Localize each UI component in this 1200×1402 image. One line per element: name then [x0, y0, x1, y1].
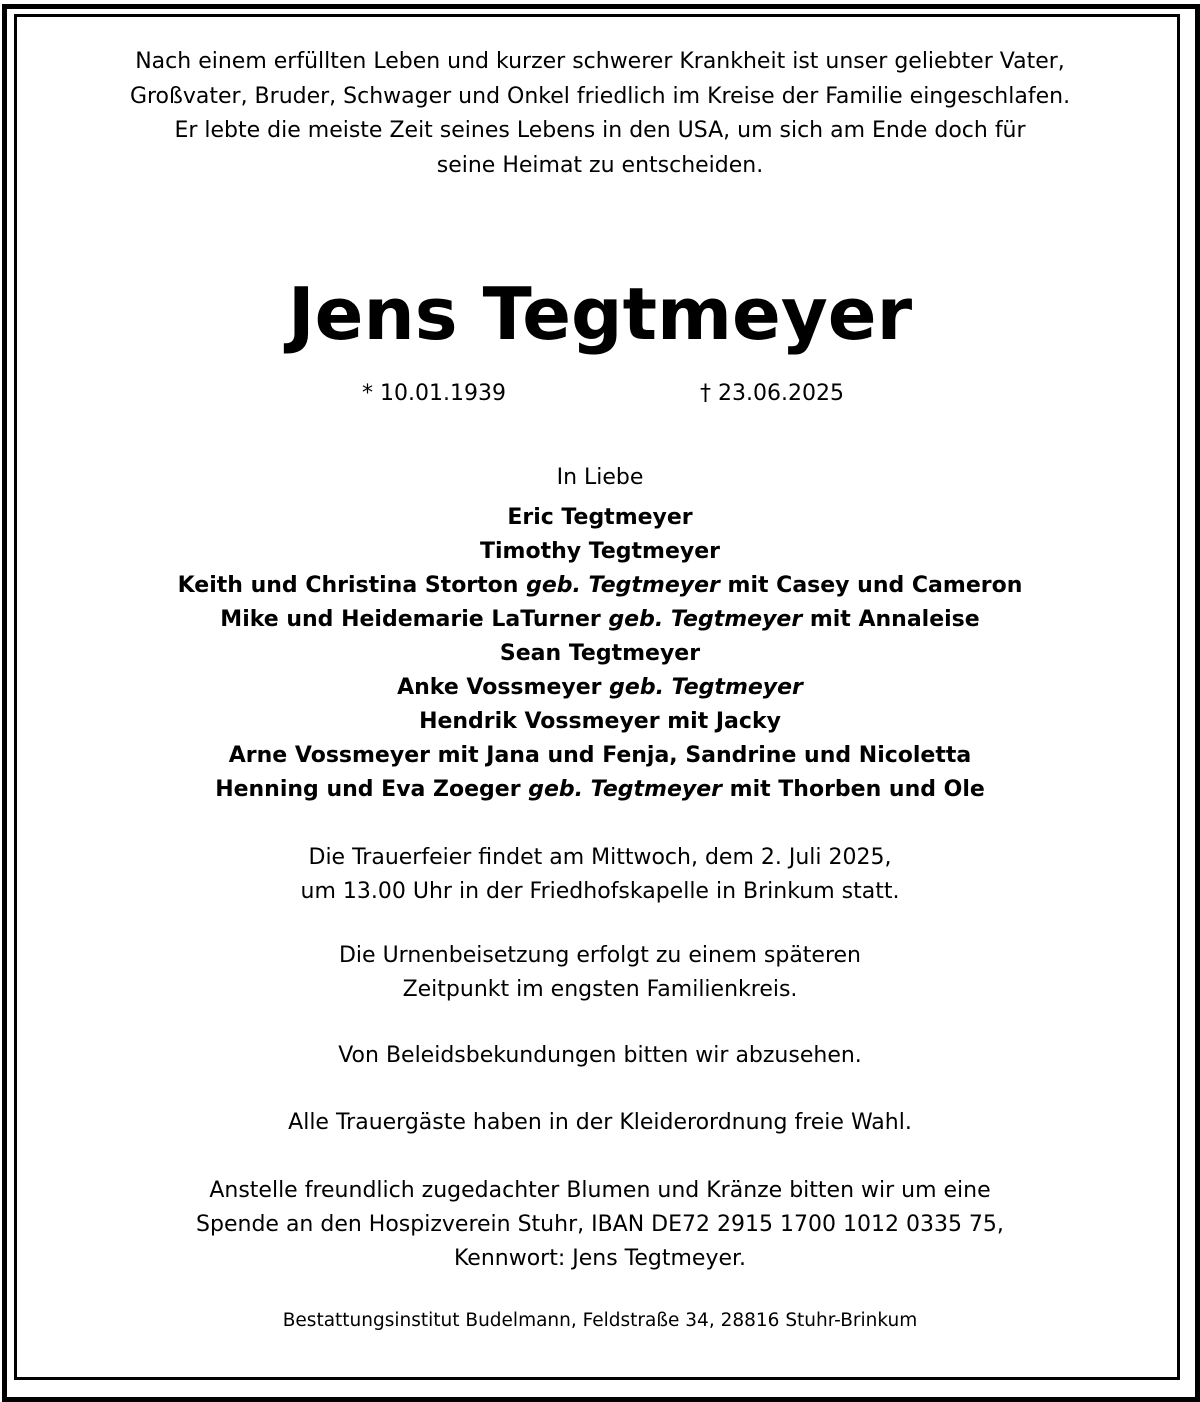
- intro-line: Er lebte die meiste Zeit seines Lebens in den USA, um sich am Ende doch für: [174, 118, 1026, 143]
- donation-info: Anstelle freundlich zugedachter Blumen und Kränze bitten wir um eine Spende an den Hospizverein Stuhr, IBAN DE72 2915 1700 1012 0335 75, Kennwort: Jens Tegtmeyer.: [196, 1178, 1004, 1271]
- in-love-heading: In Liebe: [556, 465, 644, 490]
- funeral-info: Die Trauerfeier findet am Mittwoch, dem 2. Juli 2025, um 13.00 Uhr in der Friedhofskapelle in Brinkum statt.: [300, 845, 900, 904]
- family-member: Timothy Tegtmeyer: [480, 539, 720, 564]
- intro-line: seine Heimat zu entscheiden.: [436, 152, 764, 178]
- family-member: Arne Vossmeyer mit Jana und Fenja, Sandrine und Nicoletta: [228, 743, 972, 768]
- urn-info: Die Urnenbeisetzung erfolgt zu einem späteren Zeitpunkt im engsten Familienkreis.: [338, 943, 862, 1002]
- family-member: Mike und Heidemarie LaTurner geb. Tegtmeyer mit Annaleise: [220, 607, 980, 632]
- family-member: Keith und Christina Storton geb. Tegtmeyer mit Casey und Cameron: [177, 573, 1023, 598]
- intro-line: Nach einem erfüllten Leben und kurzer schwerer Krankheit ist unser geliebter Vater,: [135, 49, 1065, 74]
- condolences-note: Von Beleidsbekundungen bitten wir abzusehen.: [338, 1043, 862, 1068]
- funeral-home-footer: Bestattungsinstitut Budelmann, Feldstraße 34, 28816 Stuhr-Brinkum: [282, 1310, 918, 1331]
- death-date: † 23.06.2025: [700, 381, 844, 406]
- family-member: Hendrik Vossmeyer mit Jacky: [419, 709, 781, 734]
- intro-text: [0, 45, 1200, 183]
- family-list: [0, 501, 1200, 807]
- family-member: Eric Tegtmeyer: [507, 505, 693, 530]
- family-member: Sean Tegtmeyer: [499, 641, 701, 666]
- deceased-name: Jens Tegtmeyer: [287, 272, 913, 356]
- family-member: Anke Vossmeyer geb. Tegtmeyer: [397, 675, 803, 700]
- dress-code-note: Alle Trauergäste haben in der Kleiderordnung freie Wahl.: [288, 1110, 912, 1135]
- family-member: Henning und Eva Zoeger geb. Tegtmeyer mit Thorben und Ole: [215, 777, 985, 802]
- birth-date: * 10.01.1939: [362, 381, 506, 406]
- intro-line: Großvater, Bruder, Schwager und Onkel friedlich im Kreise der Familie eingeschlafen.: [129, 83, 1071, 109]
